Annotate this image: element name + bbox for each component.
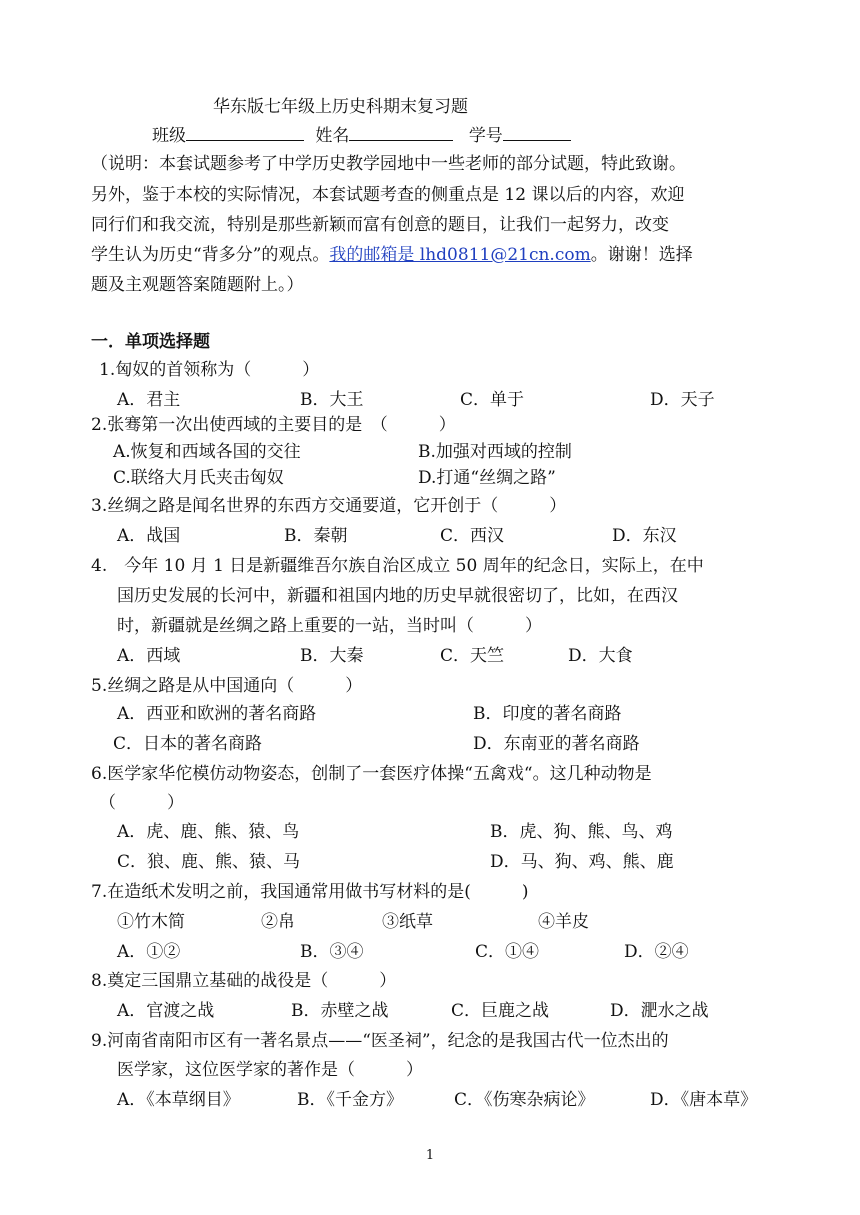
option-a[interactable]: A．①② bbox=[117, 942, 181, 962]
class-label: 班级 bbox=[152, 126, 186, 146]
option-b[interactable]: B．赤壁之战 bbox=[291, 1001, 389, 1021]
option-c[interactable]: C．狼、鹿、熊、猿、马 bbox=[117, 852, 301, 872]
option-a[interactable]: A．官渡之战 bbox=[117, 1001, 215, 1021]
option-b[interactable]: B．大秦 bbox=[300, 646, 364, 666]
question-4-stem-2: 国历史发展的长河中，新疆和祖国内地的历史早就很密切了，比如，在西汉 bbox=[117, 586, 678, 606]
question-9-stem-1: 9.河南省南阳市区有一著名景点——“医圣祠”，纪念的是我国古代一位杰出的 bbox=[91, 1031, 669, 1051]
option-c[interactable]: C．《伤寒杂病论》 bbox=[454, 1090, 595, 1110]
question-3-stem: 3.丝绸之路是闻名世界的东西方交通要道，它开创于（ ） bbox=[91, 496, 567, 516]
option-d[interactable]: D．东汉 bbox=[612, 526, 677, 546]
class-blank[interactable] bbox=[186, 122, 304, 141]
option-a[interactable]: A．虎、鹿、熊、猿、鸟 bbox=[117, 822, 300, 842]
option-c[interactable]: C．日本的著名商路 bbox=[113, 734, 263, 754]
option-c[interactable]: C．巨鹿之战 bbox=[451, 1001, 550, 1021]
option-d[interactable]: D．②④ bbox=[624, 942, 689, 962]
option-d[interactable]: D.打通“丝绸之路” bbox=[418, 468, 556, 488]
question-5-stem: 5.丝绸之路是从中国通向（ ） bbox=[91, 676, 363, 696]
option-d[interactable]: D．《唐本草》 bbox=[650, 1090, 758, 1110]
page-number: 1 bbox=[425, 1148, 435, 1163]
option-a[interactable]: A．西亚和欧洲的著名商路 bbox=[117, 704, 317, 724]
question-8-stem: 8.奠定三国鼎立基础的战役是（ ） bbox=[91, 971, 397, 991]
option-d[interactable]: D．淝水之战 bbox=[610, 1001, 709, 1021]
question-6-stem-1: 6.医学家华佗模仿动物姿态，创制了一套医疗体操“五禽戏“。这几种动物是 bbox=[91, 764, 652, 784]
option-d[interactable]: D．大食 bbox=[568, 646, 633, 666]
option-d[interactable]: D．马、狗、鸡、熊、鹿 bbox=[490, 852, 674, 872]
option-c[interactable]: C．西汉 bbox=[440, 526, 505, 546]
page-title: 华东版七年级上历史科期末复习题 bbox=[213, 97, 468, 117]
note-line-4 bbox=[91, 243, 693, 267]
id-label: 学号 bbox=[468, 126, 503, 146]
option-b[interactable]: B．《千金方》 bbox=[297, 1090, 403, 1110]
option-c[interactable]: C．单于 bbox=[460, 390, 525, 410]
option-d[interactable]: D．东南亚的著名商路 bbox=[473, 734, 640, 754]
note-line-5: 题及主观题答案随题附上。） bbox=[91, 275, 304, 295]
option-b[interactable]: B．虎、狗、熊、鸟、鸡 bbox=[490, 822, 673, 842]
option-b[interactable]: B．大王 bbox=[300, 390, 364, 410]
option-b[interactable]: B．③④ bbox=[300, 942, 364, 962]
item-1: ①竹木简 bbox=[117, 912, 185, 932]
note-line-2: 另外，鉴于本校的实际情况，本套试题考查的侧重点是 12 课以后的内容，欢迎 bbox=[91, 185, 685, 205]
question-6-stem-2: （ ） bbox=[99, 793, 184, 813]
question-9-stem-2: 医学家，这位医学家的著作是（ ） bbox=[117, 1060, 423, 1080]
email-link[interactable]: 我的邮箱是 lhd0811@21cn.com bbox=[329, 245, 591, 265]
name-blank[interactable] bbox=[349, 122, 453, 141]
question-4-stem-3: 时，新疆就是丝绸之路上重要的一站，当时叫（ ） bbox=[117, 616, 542, 636]
section-title: 一．单项选择题 bbox=[91, 332, 210, 352]
question-1-stem: 1.匈奴的首领称为（ ） bbox=[99, 360, 320, 380]
question-7-stem: 7.在造纸术发明之前，我国通常用做书写材料的是( ) bbox=[91, 882, 529, 902]
note-line-4-text: 学生认为历史“背多分”的观点。 bbox=[91, 245, 330, 265]
option-a[interactable]: A．战国 bbox=[117, 526, 181, 546]
name-label: 姓名 bbox=[315, 126, 350, 146]
option-d[interactable]: D．天子 bbox=[650, 390, 715, 410]
item-4: ④羊皮 bbox=[538, 912, 589, 932]
item-2: ②帛 bbox=[261, 912, 295, 932]
option-b[interactable]: B.加强对西域的控制 bbox=[418, 442, 572, 462]
question-4-stem-1: 4. 今年 10 月 1 日是新疆维吾尔族自治区成立 50 周年的纪念日，实际上，在中 bbox=[91, 556, 704, 576]
option-c[interactable]: C．①④ bbox=[475, 942, 540, 962]
option-a[interactable]: A．君主 bbox=[117, 390, 181, 410]
option-c[interactable]: C．天竺 bbox=[440, 646, 505, 666]
note-line-1: （说明：本套试题参考了中学历史教学园地中一些老师的部分试题，特此致谢。 bbox=[91, 154, 686, 174]
note-line-3: 同行们和我交流，特别是那些新颖而富有创意的题目，让我们一起努力，改变 bbox=[91, 215, 669, 235]
option-a[interactable]: A．《本草纲目》 bbox=[117, 1090, 240, 1110]
question-2-stem: 2.张骞第一次出使西域的主要目的是 （ ） bbox=[91, 415, 456, 435]
student-info-line bbox=[152, 122, 571, 148]
option-b[interactable]: B．秦朝 bbox=[284, 526, 348, 546]
option-b[interactable]: B．印度的著名商路 bbox=[473, 704, 622, 724]
id-blank[interactable] bbox=[503, 122, 571, 141]
item-3: ③纸草 bbox=[382, 912, 433, 932]
note-line-4-tail: 。谢谢！选择 bbox=[590, 245, 693, 265]
option-a[interactable]: A．西域 bbox=[117, 646, 181, 666]
option-a[interactable]: A.恢复和西域各国的交往 bbox=[113, 442, 301, 462]
option-c[interactable]: C.联络大月氏夹击匈奴 bbox=[113, 468, 284, 488]
